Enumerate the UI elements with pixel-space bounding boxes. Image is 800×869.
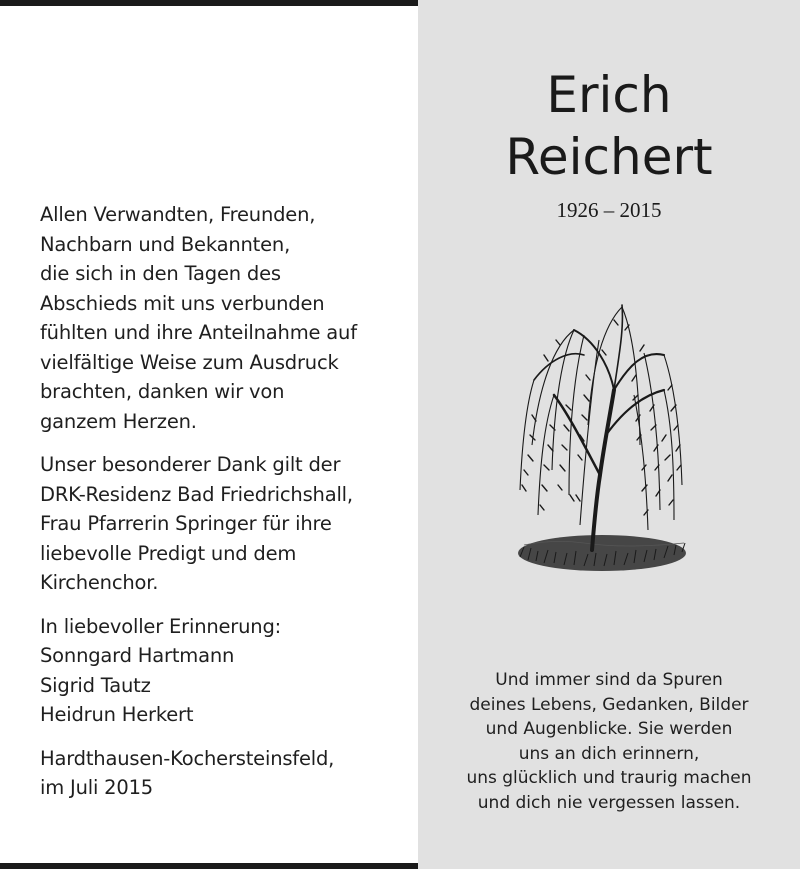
- signatory: Heidrun Herkert: [40, 703, 194, 726]
- date: im Juli 2015: [40, 776, 153, 799]
- text-line: Frau Pfarrerin Springer für ihre: [40, 512, 332, 535]
- text-line: liebevolle Predigt und dem: [40, 541, 297, 565]
- place-date: [40, 744, 410, 803]
- thanks-paragraph-2: [40, 450, 410, 598]
- text-line: Unser besonderer Dank gilt der: [40, 453, 341, 476]
- place: Hardthausen-Kochersteinsfeld,: [40, 746, 335, 770]
- text-line: Abschieds mit uns verbunden: [40, 291, 325, 315]
- text-line: fühlten und ihre Anteilnahme auf: [40, 321, 357, 344]
- first-name: Erich: [546, 66, 672, 124]
- poem-line: Und immer sind da Spuren: [495, 670, 723, 690]
- poem-line: und dich nie vergessen lassen.: [477, 792, 741, 813]
- signatures: [40, 612, 410, 730]
- thanks-paragraph-1: [40, 200, 410, 436]
- signatory: Sonngard Hartmann: [40, 644, 235, 667]
- closing-line: In liebevoller Erinnerung:: [40, 614, 281, 638]
- text-line: ganzem Herzen.: [40, 409, 197, 433]
- poem-line: uns glücklich und traurig machen: [466, 768, 752, 788]
- signatory: Sigrid Tautz: [40, 673, 151, 697]
- poem-line: uns an dich erinnern,: [518, 743, 700, 764]
- thanks-text: [40, 200, 410, 817]
- poem: [418, 668, 800, 815]
- text-line: DRK-Residenz Bad Friedrichshall,: [40, 482, 353, 506]
- life-dates: 1926 – 2015: [556, 198, 662, 222]
- text-line: Kirchenchor.: [40, 571, 159, 594]
- text-line: brachten, danken wir von: [40, 380, 285, 403]
- last-name: Reichert: [505, 128, 713, 186]
- text-line: die sich in den Tagen des: [40, 262, 281, 285]
- text-line: Allen Verwandten, Freunden,: [40, 203, 316, 226]
- bottom-rule: [0, 863, 418, 869]
- poem-line: und Augenblicke. Sie werden: [485, 719, 733, 739]
- text-line: vielfältige Weise zum Ausdruck: [40, 350, 339, 374]
- weeping-willow-icon: [514, 295, 694, 585]
- right-panel: [418, 0, 800, 869]
- text-line: Nachbarn und Bekannten,: [40, 232, 291, 256]
- poem-line: deines Lebens, Gedanken, Bilder: [469, 694, 749, 715]
- top-rule: [0, 0, 418, 6]
